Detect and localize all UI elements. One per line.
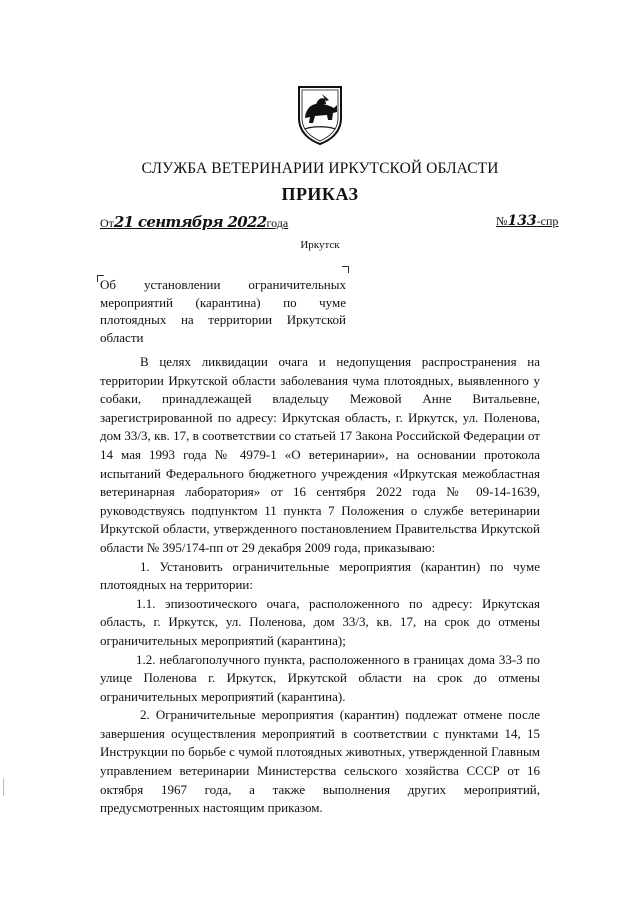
date-prefix: От — [100, 216, 114, 230]
document-body — [100, 353, 540, 818]
number-suffix: -спр — [536, 214, 559, 228]
document-date — [100, 213, 288, 231]
item-1-1-paragraph: 1.1. эпизоотического очага, расположенного по адресу: Иркутская область, г. Иркутск, ул. Поленова, дом 33/3, кв. 17, на срок до отмены ограничительных мероприятий (карантина); — [100, 595, 540, 648]
document-number — [496, 213, 558, 229]
item-1-paragraph: 1. Установить ограничительные мероприятия (карантин) по чуме плотоядных на территории: — [100, 558, 540, 593]
item-2-paragraph: 2. Ограничительные мероприятия (карантин) подлежат отмене после завершения осуществления мероприятий в соответствии с пунктами 14, 15 Инструкции по борьбе с чумой плотоядных животных, утвержденной Главным управлением ветеринарии Министерства сельского хозяйства СССР от 16 октября 1967 года, а также выполнения других мероприятий, предусмотренных настоящим приказом. — [100, 707, 540, 816]
preamble-paragraph: В целях ликвидации очага и недопущения распространения на территории Иркутской области заболевания чума плотоядных, выявленного у собаки, принадлежащей владельцу Межовой Анне Витальевне, зарегистрированной по адресу: Иркутская область, г. Иркутск, ул. Поленова, дом 33/3, кв. 17, в соответствии со статьей 17 Закона Российской Федерации от 14 мая 1993 года № 4979-1 «О ветеринарии», на основании протокола испытаний Федерального бюджетного учреждения «Иркутская межобластная ветеринарная лаборатория» от 16 сентября 2022 года № 09-14-1639, руководствуясь подпунктом 11 пункта 7 Положения о службе ветеринарии Иркутской области, утвержденного постановлением Правительства Иркутской области № 395/174-пп от 29 декабря 2009 года, приказываю: — [100, 354, 540, 555]
scan-edge-mark — [3, 778, 4, 796]
organization-title: СЛУЖБА ВЕТЕРИНАРИИ ИРКУТСКОЙ ОБЛАСТИ — [141, 160, 499, 177]
document-city: Иркутск — [300, 239, 340, 251]
document-type-title: ПРИКАЗ — [281, 184, 359, 204]
document-subject: Об установлении ограничительных мероприятий (карантина) по чуме плотоядных на территории Иркутской области — [100, 277, 346, 345]
number-handwritten: 133 — [507, 213, 537, 229]
date-handwritten: 21 сентября 2022 — [113, 213, 267, 231]
item-1-2-paragraph: 1.2. неблагополучного пункта, расположенного в границах дома 33-3 по улице Поленова г. Иркутск, Иркутской области на срок до отмены ограничительных мероприятий (карантина). — [100, 651, 540, 704]
date-suffix: года — [266, 216, 289, 230]
number-prefix: № — [496, 214, 508, 228]
subject-bracket-right — [342, 266, 349, 273]
irkutsk-coat-of-arms-icon — [296, 84, 344, 146]
